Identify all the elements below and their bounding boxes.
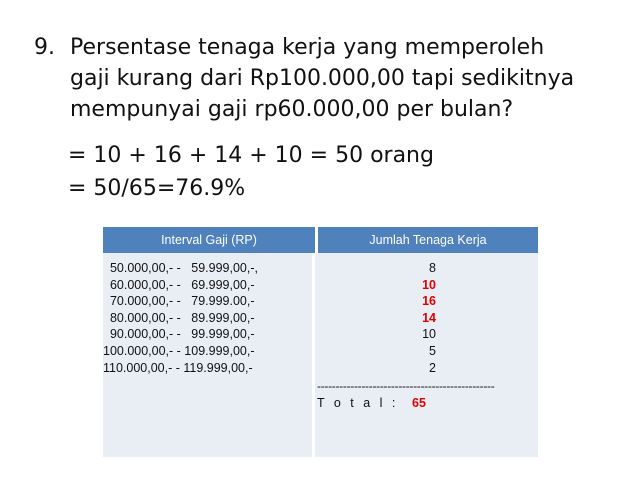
interval-cell: 90.000,00,- - 99.999,00,- — [103, 327, 255, 342]
header-count: Jumlah Tenaga Kerja — [369, 233, 487, 247]
interval-cell: 50.000,00,- - 59.999,00,-, — [103, 261, 258, 275]
count-cell: 10 — [422, 277, 436, 292]
separator-line: ------------------------------------------------ — [317, 379, 495, 394]
count-column — [315, 253, 538, 457]
question-text — [70, 32, 624, 125]
total-label: T o t a l : — [317, 396, 399, 411]
total-row — [317, 394, 538, 412]
count-cell: 5 — [429, 343, 436, 358]
table-header — [103, 227, 538, 253]
question-number: 9. — [34, 35, 55, 60]
calculation-line-2: = 50/65=76.9% — [68, 176, 246, 201]
count-cell: 8 — [429, 261, 436, 275]
count-cell: 2 — [429, 360, 436, 375]
count-cell: 16 — [422, 294, 436, 309]
count-cell: 10 — [422, 327, 436, 342]
salary-table — [103, 227, 538, 457]
interval-cell: 110.000,00,- - 119.999,00,- — [103, 360, 253, 375]
count-cell: 14 — [422, 310, 436, 325]
interval-cell: 80.000,00,- - 89.999,00,- — [103, 310, 255, 325]
question — [34, 32, 624, 125]
question-line-2: gaji kurang dari Rp100.000,00 tapi sedikitnya — [70, 66, 575, 91]
table-body — [103, 253, 538, 457]
question-line-3: mempunyai gaji rp60.000,00 per bulan? — [70, 97, 514, 122]
question-line-1: Persentase tenaga kerja yang memperoleh — [70, 35, 545, 60]
calculation-line-1: = 10 + 16 + 14 + 10 = 50 orang — [68, 143, 434, 168]
interval-cell: 60.000,00,- - 69.999,00,- — [103, 277, 255, 292]
total-value: 65 — [412, 396, 426, 411]
header-interval: Interval Gaji (RP) — [103, 227, 318, 253]
interval-cell: 70.000,00,- - 79.999.00,- — [103, 294, 255, 309]
interval-cell: 100.000,00,- - 109.999,00,- — [103, 343, 255, 358]
interval-column — [103, 253, 315, 457]
